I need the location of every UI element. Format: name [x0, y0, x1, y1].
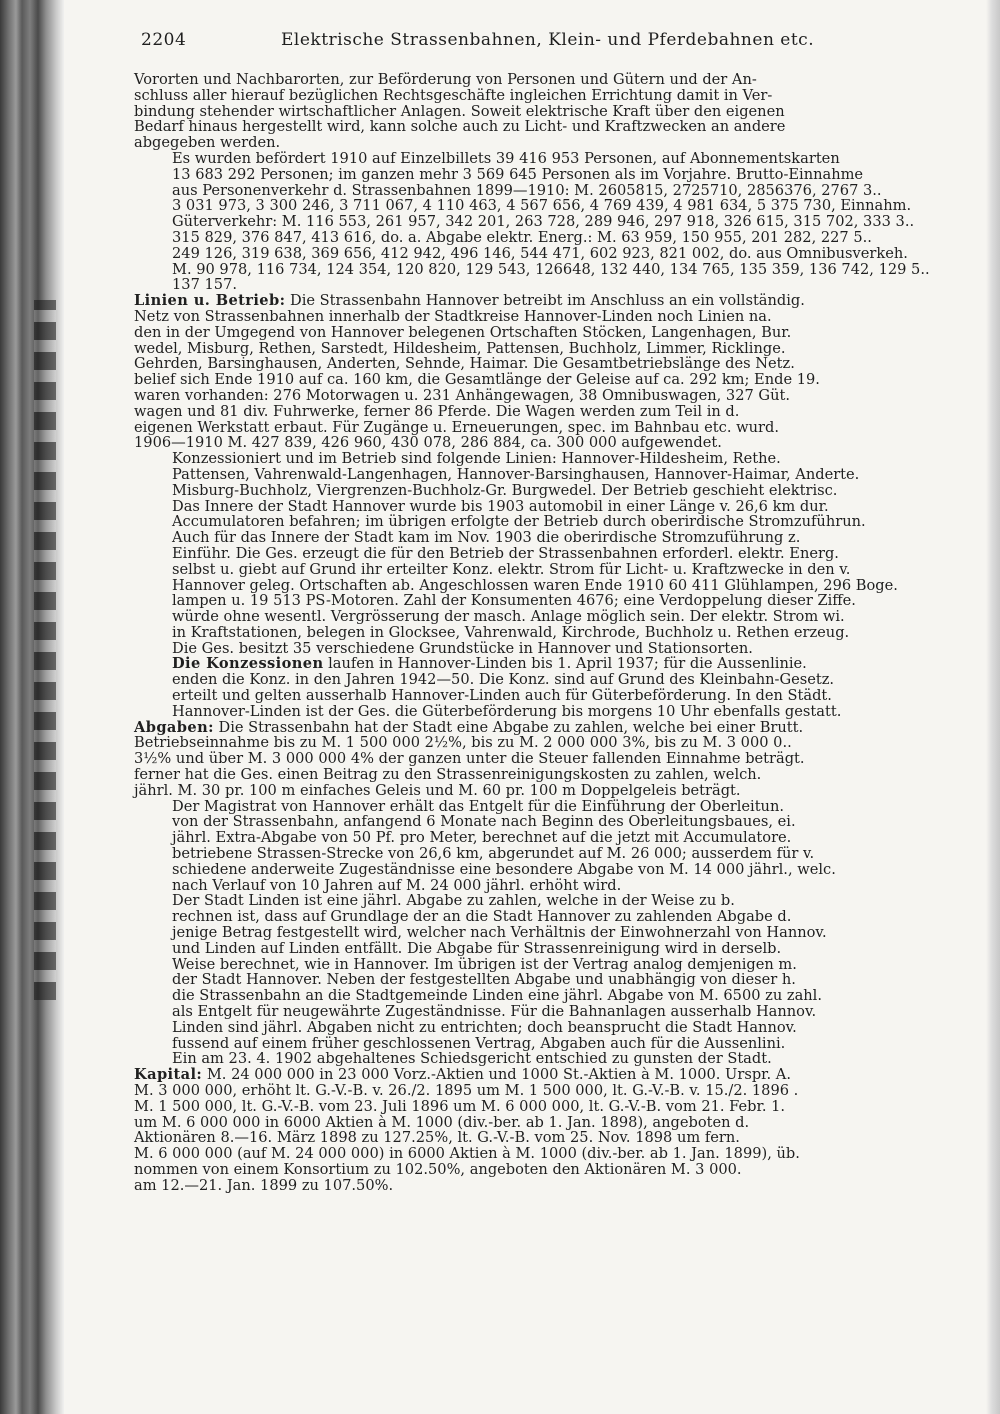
section-heading: Abgaben: — [134, 718, 214, 736]
running-title: Elektrische Strassenbahnen, Klein- und Pferdebahnen etc. — [281, 30, 815, 50]
document-body — [134, 72, 974, 1194]
paragraph-traffic-statistics — [134, 151, 974, 293]
page-number: 2204 — [141, 30, 187, 50]
paragraph-text: Die Strassenbahn Hannover betreibt im Anschluss an ein vollständig. Netz von Strassenbahnen innerhalb der Stadtkreise Hannover-Linden noch Linien na. den in der Umgegend von Hannover belegenen Ortschaften Stöcken, Langenhagen, Bur. wedel, Misburg, Rethen, Sarstedt, Hildesheim, Pattensen, Buchholz, Limmer, Ricklinge. Gehrden, Barsinghausen, Anderten, Sehnde, Haimar. Die Gesamtbetriebslänge des Netz. belief sich Ende 1910 auf ca. 160 km, die Gesamtlänge der Geleise auf ca. 292 km; Ende 19. waren vorhanden: 276 Motorwagen u. 231 Anhängewagen, 38 Omnibuswagen, 327 Güt. wagen und 81 div. Fuhrwerke, ferner 86 Pferde. Die Wagen werden zum Teil in d. eigenen Werkstatt erbaut. Für Zugänge u. Erneuerungen, spec. im Bahnbau etc. wurd. 1906—1910 M. 427 839, 426 960, 430 078, 286 884, ca. 300 000 aufgewendet. — [134, 292, 820, 452]
section-heading: Linien u. Betrieb: — [134, 292, 286, 310]
paragraph-text: Konzessioniert und im Betrieb sind folgende Linien: Hannover-Hildesheim, Rethe. Pattensen, Vahrenwald-Langenhagen, Hannover-Barsinghausen, Hannover-Haimar, Anderte. Misburg-Buchholz, Viergrenzen-Buchholz-Gr. Burgwedel. Der Betrieb geschieht elektrisc. Das Innere der Stadt Hannover wurde bis 1903 automobil in einer Länge v. 26,6 km dur. Accumulatoren befahren; im übrigen erfolgte der Betrieb durch oberirdische Stromzuführun. Auch für das Innere der Stadt kam im Nov. 1903 die oberirdische Stromzuführung z. Einführ. Die Ges. erzeugt die für den Betrieb der Strassenbahnen erforderl. elektr. Energ. selbst u. giebt auf Grund ihr erteilter Konz. elektr. Strom für Licht- u. Kraftzwecke in den v. Hannover geleg. Ortschaften ab. Angeschlossen waren Ende 1910 60 411 Glühlampen, 296 Boge. lampen u. 19 513 PS-Motoren. Zahl der Konsumenten 4676; eine Verdoppelung dieser Ziffe. würde ohne wesentl. Vergrösserung der masch. Anlage möglich sein. Der elektr. Strom wi. in Kraftstationen, belegen in Glocksee, Vahrenwald, Kirchrode, Buchholz u. Rethen erzeug. Die Ges. besitzt 35 verschiedene Grundstücke in Hannover und Stationsorten. — [172, 450, 898, 657]
scanned-page — [96, 0, 986, 1414]
paragraph-text: Der Stadt Linden ist eine jährl. Abgabe zu zahlen, welche in der Weise zu b. rechnen ist, dass auf Grundlage der an die Stadt Hannover zu zahlenden Abgabe d. jenige Betrag festgestellt wird, welcher nach Verhältnis der Einwohnerzahl von Hannov. und Linden auf Linden entfällt. Die Abgabe für Strassenreinigung wird in derselb. Weise berechnet, wie in Hannover. Im übrigen ist der Vertrag analog demjenigen m. der Stadt Hannover. Neben der festgestellten Abgabe und unabhängig von dieser h. die Strassenbahn an die Stadtgemeinde Linden eine jährl. Abgabe von M. 6500 zu zahl. als Entgelt für neugewährte Zugeständnisse. Für die Bahnanlagen ausserhalb Hannov. Linden sind jährl. Abgaben nicht zu entrichten; doch beansprucht die Stadt Hannov. fussend auf einem früher geschlossenen Vertrag, Abgaben auch für die Aussenlini. Ein am 23. 4. 1902 abgehaltenes Schiedsgericht entschied zu gunsten der Stadt. — [172, 892, 827, 1068]
paragraph-capital — [134, 1067, 974, 1193]
paragraph-magistrate — [134, 799, 974, 894]
paragraph-concessions — [134, 656, 974, 719]
paragraph-lines-operation — [134, 293, 974, 451]
paragraph-text: Es wurden befördert 1910 auf Einzelbillets 39 416 953 Personen, auf Abonnementskarten 13 683 292 Personen; im ganzen mehr 3 569 645 Personen als im Vorjahre. Brutto-Einnahme aus Personenverkehr d. Strassenbahnen 1899—1910: M. 2605815, 2725710, 2856376, 2767 3.. 3 031 973, 3 300 246, 3 711 067, 4 110 463, 4 567 656, 4 769 439, 4 981 634, 5 375 730, Einnahm. Güterverkehr: M. 116 553, 261 957, 342 201, 263 728, 289 946, 297 918, 326 615, 315 702, 333 3.. 315 829, 376 847, 413 616, do. a. Abgabe elektr. Energ.: M. 63 959, 150 955, 201 282, 227 5.. 249 126, 319 638, 369 656, 412 942, 496 146, 544 471, 602 923, 821 002, do. aus Omnibusverkeh. M. 90 978, 116 734, 124 354, 120 820, 129 543, 126648, 132 440, 134 765, 135 359, 136 742, 129 5.. 137 157. — [172, 149, 930, 294]
paragraph-text: M. 24 000 000 in 23 000 Vorz.-Aktien und 1000 St.-Aktien à M. 1000. Urspr. A. M. 3 000 000, erhöht lt. G.-V.-B. v. 26./2. 1895 um M. 1 500 000, lt. G.-V.-B. v. 15./2. 1896 . M. 1 500 000, lt. G.-V.-B. vom 23. Juli 1896 um M. 6 000 000, lt. G.-V.-B. vom 21. Febr. 1. um M. 6 000 000 in 6000 Aktien à M. 1000 (div.-ber. ab 1. Jan. 1898), angeboten d. Aktionären 8.—16. März 1898 zu 127.25%, lt. G.-V.-B. vom 25. Nov. 1898 um fern. M. 6 000 000 (auf M. 24 000 000) in 6000 Aktien à M. 1000 (div.-ber. ab 1. Jan. 1899), üb. nommen von einem Konsortium zu 102.50%, angeboten den Aktionären M. 3 000. am 12.—21. Jan. 1899 zu 107.50%. — [134, 1066, 800, 1194]
page-right-edge — [986, 0, 1000, 1414]
section-heading: Kapital: — [134, 1066, 203, 1084]
running-header — [141, 30, 901, 56]
section-heading: Die Konzessionen — [172, 655, 324, 673]
paragraph-text: laufen in Hannover-Linden bis 1. April 1937; für die Aussenlinie. enden die Konz. in den Jahren 1942—50. Die Konz. sind auf Grund des Kleinbahn-Gesetz. erteilt und gelten ausserhalb Hannover-Linden auch für Güterbeförderung. In den Städt. Hannover-Linden ist der Ges. die Güterbeförderung bis morgens 10 Uhr ebenfalls gestatt. — [172, 655, 842, 720]
paragraph-text: Der Magistrat von Hannover erhält das Entgelt für die Einführung der Oberleitun. von der Strassenbahn, anfangend 6 Monate nach Beginn des Oberleitungsbaues, ei. jährl. Extra-Abgabe von 50 Pf. pro Meter, berechnet auf die jetzt mit Accumulatore. betriebene Strassen-Strecke von 26,6 km, abgerundet auf M. 26 000; ausserdem für v. schiedene anderweite Zugeständnisse eine besondere Abgabe von M. 14 000 jährl., welc. nach Verlauf von 10 Jahren auf M. 24 000 jährl. erhöht wird. — [172, 797, 836, 894]
paragraph-text: Die Strassenbahn hat der Stadt eine Abgabe zu zahlen, welche bei einer Brutt. Betriebseinnahme bis zu M. 1 500 000 2½%, bis zu M. 2 000 000 3%, bis zu M. 3 000 0.. 3½% und über M. 3 000 000 4% der ganzen unter die Steuer fallenden Einnahme beträgt. ferner hat die Ges. einen Beitrag zu den Strassenreinigungskosten zu zahlen, welch. jährl. M. 30 pr. 100 m einfaches Geleis und M. 60 pr. 100 m Doppelgeleis beträgt. — [134, 718, 805, 799]
book-binding-edge — [0, 0, 64, 1414]
paragraph-purpose-continued — [134, 72, 974, 151]
paragraph-levies — [134, 720, 974, 799]
paragraph-concessioned-lines — [134, 451, 974, 656]
paragraph-text: Vororten und Nachbarorten, zur Beförderung von Personen und Gütern und der An- schluss aller hierauf bezüglichen Rechtsgeschäfte ingleichen Errichtung damit in Ver- bindung stehender wirtschaftlicher Anlagen. Soweit elektrische Kraft über den eigenen Bedarf hinaus hergestellt wird, kann solche auch zu Licht- und Kraftzwecken an andere abgegeben werden. — [134, 71, 786, 152]
paragraph-linden — [134, 893, 974, 1067]
